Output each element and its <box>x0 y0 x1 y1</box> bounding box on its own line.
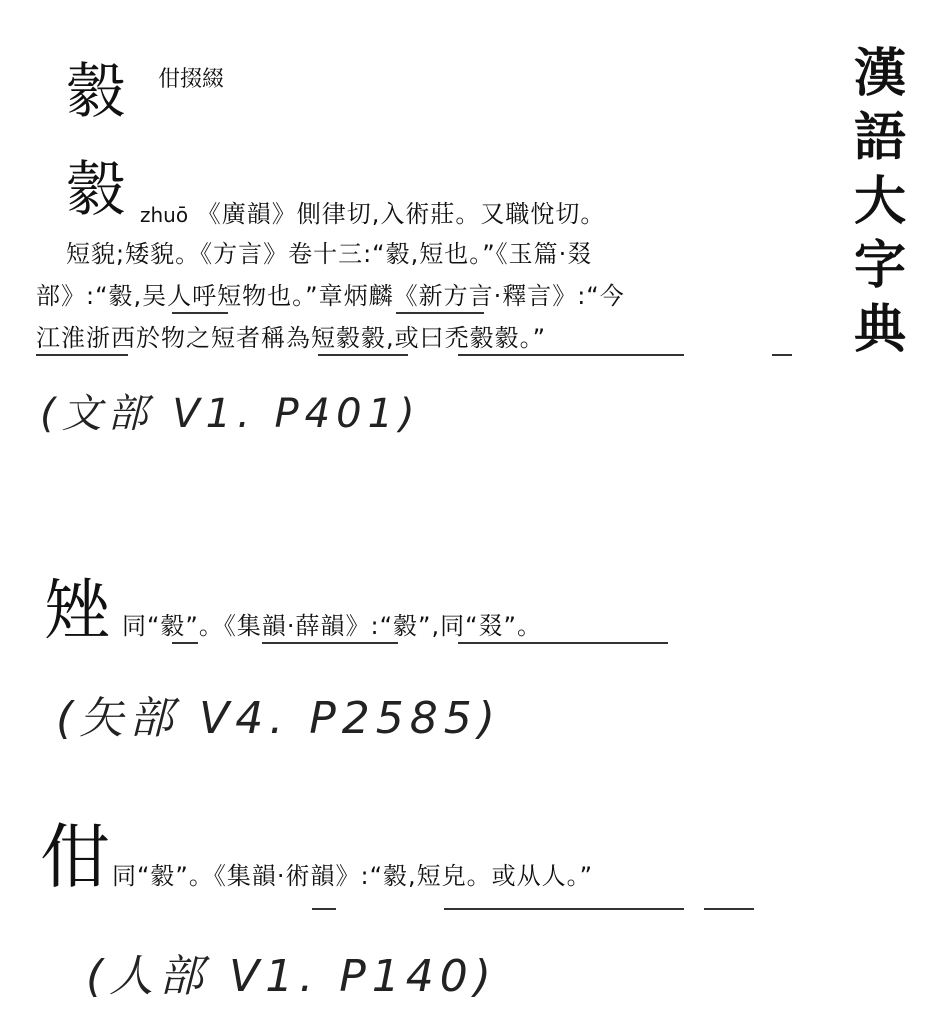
entry2-definition: 同“豰”。《集韻·薛韻》:“豰”,同“叕”。 <box>122 612 542 640</box>
underline-mark <box>444 908 684 910</box>
underline-mark <box>458 354 684 356</box>
entry1-line-1-text: 《廣韻》側律切,入術莊。又職悅切。 <box>196 200 606 228</box>
underline-mark <box>458 642 668 644</box>
entry1-line-2: 短貌;矮貌。《方言》卷十三:“豰,短也。”《玉篇·叕 <box>66 240 593 268</box>
entry3-handwritten-citation: (人部 V1. P140) <box>86 951 497 1002</box>
underline-mark <box>262 642 398 644</box>
entry2-handwritten-citation: (矢部 V4. P2585) <box>56 693 501 744</box>
entry1-head-char-repeat: 豰 <box>66 155 122 225</box>
entry1-line-4: 江淮浙西於物之短者稱為短豰豰,或曰禿豰豰。” <box>36 324 547 352</box>
title-char-3: 大 <box>853 171 906 232</box>
entry1-variant-chars: 佄掇綴 <box>158 67 225 92</box>
underline-mark <box>172 642 198 644</box>
underline-mark <box>396 312 484 314</box>
underline-mark <box>318 354 408 356</box>
underline-mark <box>772 354 792 356</box>
entry1-line-1 <box>140 198 605 231</box>
entry2-head-char: 矬 <box>44 572 106 649</box>
entry1-handwritten-citation: (文部 V1. P401) <box>40 391 421 437</box>
underline-mark <box>36 354 128 356</box>
entry3-definition: 同“豰”。《集韻·術韻》:“豰,短皃。或从人。” <box>112 862 594 890</box>
title-char-4: 字 <box>853 235 906 296</box>
entry1-line-3: 部》:“豰,吴人呼短物也。”章炳麟《新方言·釋言》:“今 <box>36 282 625 310</box>
title-char-2: 語 <box>853 107 906 168</box>
dictionary-title-vertical <box>848 42 912 362</box>
entry3-head-char: 佄 <box>40 816 110 898</box>
entry1-pinyin: zhuō <box>140 203 189 227</box>
underline-mark <box>312 908 336 910</box>
underline-mark <box>172 312 228 314</box>
entry1-head-char: 豰 <box>66 57 122 127</box>
title-char-1: 漢 <box>853 43 906 104</box>
underline-mark <box>704 908 754 910</box>
title-char-5: 典 <box>853 299 906 360</box>
